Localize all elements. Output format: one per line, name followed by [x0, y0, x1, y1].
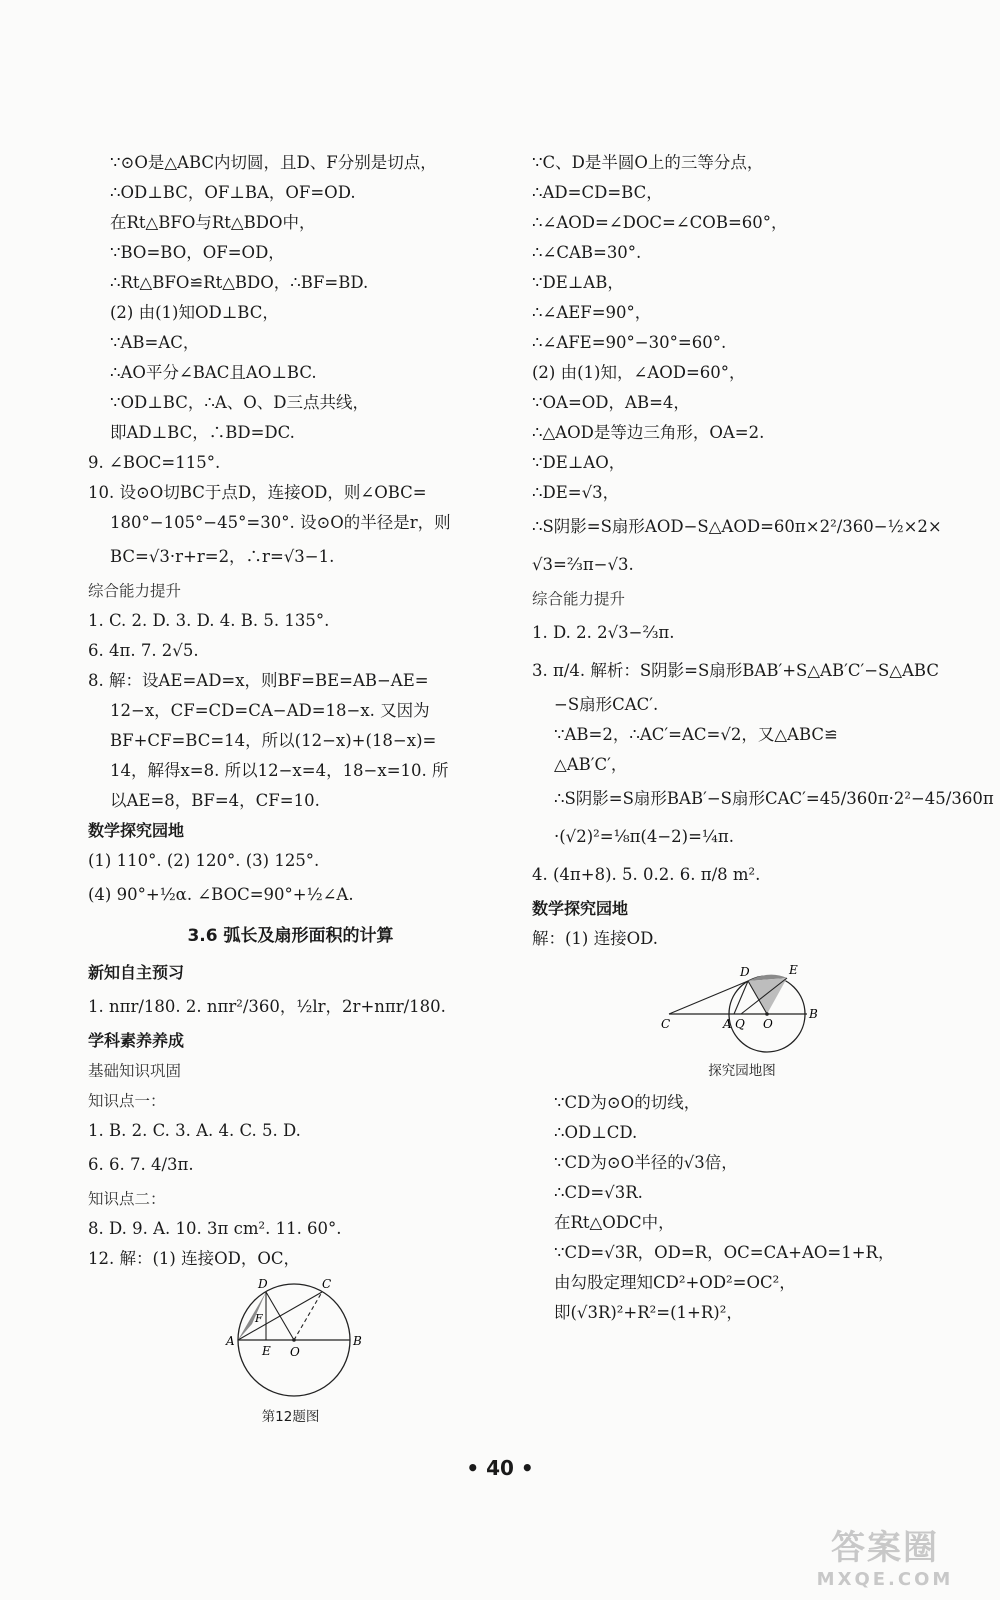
right-line: 1. D. 2. 2√3−⅔π. — [532, 623, 675, 642]
left-line: (2) 由(1)知OD⊥BC， — [110, 303, 279, 322]
left-line: 6. 6. 7. 4/3π. — [88, 1155, 194, 1174]
left-line: 1. B. 2. C. 3. A. 4. C. 5. D. — [88, 1121, 301, 1140]
right-line: 由勾股定理知CD²+OD²=OC²， — [554, 1273, 796, 1292]
left-line: ∴AO平分∠BAC且AO⊥BC. — [110, 363, 317, 382]
left-column — [88, 148, 493, 1434]
left-line: ∴OD⊥BC，OF⊥BA，OF=OD. — [110, 183, 356, 202]
right-line: 数学探究园地 — [532, 899, 629, 918]
left-line: ∵OD⊥BC，∴A、O、D三点共线， — [110, 393, 369, 412]
left-line: 10. 设⊙O切BC于点D，连接OD，则∠OBC= — [88, 483, 427, 502]
left-line: 8. 解：设AE=AD=x，则BF=BE=AB−AE= — [88, 671, 429, 690]
fig12-label-f: F — [254, 1312, 263, 1325]
left-line: 9. ∠BOC=115°. — [88, 453, 221, 472]
right-line: ∵CD=√3R，OD=R，OC=CA+AO=1+R， — [554, 1243, 895, 1262]
right-line: ∵AB=2，∴AC′=AC=√2，又△ABC≌ — [554, 725, 838, 744]
right-line: 在Rt△ODC中， — [554, 1213, 675, 1232]
right-line: (2) 由(1)知，∠AOD=60°， — [532, 363, 746, 382]
right-line: ∴S阴影=S扇形AOD−S△AOD=60π×2²/360−½×2× — [532, 517, 942, 536]
right-line: ∵CD为⊙O半径的√3倍， — [554, 1153, 738, 1172]
left-line: ∵BO=BO，OF=OD， — [110, 243, 285, 262]
left-line: 8. D. 9. A. 10. 3π cm². 11. 60°. — [88, 1219, 342, 1238]
watermark-line1: 答案圈 — [831, 1528, 939, 1568]
right-lines-2 — [532, 1088, 952, 1328]
page-number: • 40 • — [466, 1456, 534, 1480]
right-line: ∴AD=CD=BC， — [532, 183, 663, 202]
left-line: ∵AB=AC， — [110, 333, 200, 352]
watermark-logo — [790, 1520, 980, 1590]
left-line: 知识点一： — [88, 1092, 166, 1110]
left-line: 以AE=8，BF=4，CF=10. — [110, 791, 320, 810]
left-line: 基础知识巩固 — [88, 1062, 182, 1080]
watermark-line2: MXQE.COM — [816, 1569, 954, 1590]
figure-explore — [532, 958, 952, 1084]
right-line: 解：(1) 连接OD. — [532, 929, 659, 948]
left-line: ∵⊙O是△ABC内切圆，且D、F分别是切点， — [110, 153, 437, 172]
left-line: 1. C. 2. D. 3. D. 4. B. 5. 135°. — [88, 611, 330, 630]
left-line: ∴Rt△BFO≌Rt△BDO，∴BF=BD. — [110, 273, 369, 292]
right-line: ∴OD⊥CD. — [554, 1123, 638, 1142]
right-line: ·(√2)²=⅛π(4−2)=¼π. — [554, 827, 735, 846]
right-line: ∵OA=OD，AB=4， — [532, 393, 690, 412]
left-line: 180°−105°−45°=30°. 设⊙O的半径是r，则 — [110, 513, 451, 532]
fig2-label-b: B — [809, 1007, 818, 1021]
left-line: 数学探究园地 — [88, 821, 185, 840]
right-line: 即(√3R)²+R²=(1+R)²， — [554, 1303, 743, 1322]
left-line: 即AD⊥BC，∴BD=DC. — [110, 423, 295, 442]
left-line: 知识点二： — [88, 1190, 166, 1208]
left-line: 3.6 弧长及扇形面积的计算 — [187, 926, 394, 946]
fig2-label-c: C — [661, 1017, 671, 1031]
right-line: ∴DE=√3， — [532, 483, 620, 502]
fig12-label-c: C — [321, 1278, 331, 1291]
left-line: (1) 110°. (2) 120°. (3) 125°. — [88, 851, 320, 870]
left-line: 12. 解：(1) 连接OD，OC， — [88, 1249, 301, 1268]
figure-explore-diagram — [657, 958, 827, 1054]
fig2-label-q: Q — [735, 1017, 745, 1031]
figure-12-diagram — [216, 1278, 366, 1400]
right-line: −S扇形CAC′. — [554, 695, 659, 714]
right-line: △AB′C′， — [554, 755, 628, 774]
figure-12 — [88, 1278, 493, 1430]
right-line: ∵C、D是半圆O上的三等分点， — [532, 153, 764, 172]
left-line: 综合能力提升 — [88, 582, 182, 600]
right-line: ∵DE⊥AB， — [532, 273, 624, 292]
right-line: ∴∠AOD=∠DOC=∠COB=60°， — [532, 213, 788, 232]
fig12-label-a: A — [225, 1334, 235, 1348]
right-line: ∴S阴影=S扇形BAB′−S扇形CAC′=45/360π·2²−45/360π — [554, 789, 994, 808]
left-line: 14，解得x=8. 所以12−x=4，18−x=10. 所 — [110, 761, 449, 780]
fig12-label-o: O — [289, 1345, 300, 1359]
fig2-label-a: A — [723, 1017, 732, 1031]
fig12-label-e: E — [261, 1344, 271, 1358]
fig2-label-e: E — [789, 963, 798, 977]
left-line: 新知自主预习 — [88, 963, 185, 982]
right-line: √3=⅔π−√3. — [532, 555, 634, 574]
figure-12-caption: 第12题图 — [261, 1409, 320, 1425]
right-line: 综合能力提升 — [532, 590, 626, 608]
right-line: 4. (4π+8). 5. 0.2. 6. π/8 m². — [532, 865, 761, 884]
left-line: 在Rt△BFO与Rt△BDO中， — [110, 213, 316, 232]
left-line: 1. nπr/180. 2. nπr²/360，½lr，2r+nπr/180. — [88, 997, 446, 1016]
left-line: BC=√3·r+r=2，∴r=√3−1. — [110, 547, 335, 566]
right-line: ∴∠AFE=90°−30°=60°. — [532, 333, 727, 352]
right-line: ∴∠CAB=30°. — [532, 243, 642, 262]
right-line: ∵DE⊥AO， — [532, 453, 626, 472]
fig12-label-b: B — [352, 1334, 362, 1348]
left-line: 学科素养养成 — [88, 1031, 185, 1050]
right-line: ∴△AOD是等边三角形，OA=2. — [532, 423, 765, 442]
right-line: ∴CD=√3R. — [554, 1183, 643, 1202]
right-line: ∴∠AEF=90°， — [532, 303, 652, 322]
left-line: 6. 4π. 7. 2√5. — [88, 641, 199, 660]
left-line: (4) 90°+½α. ∠BOC=90°+½∠A. — [88, 885, 354, 904]
right-line: 3. π/4. 解析：S阴影=S扇形BAB′+S△AB′C′−S△ABC — [532, 661, 939, 680]
figure-explore-caption: 探究园地图 — [708, 1063, 776, 1079]
fig12-label-d: D — [257, 1278, 268, 1291]
right-column — [532, 148, 994, 1328]
left-lines — [88, 148, 493, 1274]
right-line: ∵CD为⊙O的切线， — [554, 1093, 701, 1112]
left-line: BF+CF=BC=14，所以(12−x)+(18−x)= — [110, 731, 437, 750]
fig2-label-o: O — [763, 1017, 773, 1031]
left-line: 12−x，CF=CD=CA−AD=18−x. 又因为 — [110, 701, 430, 720]
fig2-label-d: D — [740, 965, 750, 979]
right-lines — [532, 148, 994, 954]
